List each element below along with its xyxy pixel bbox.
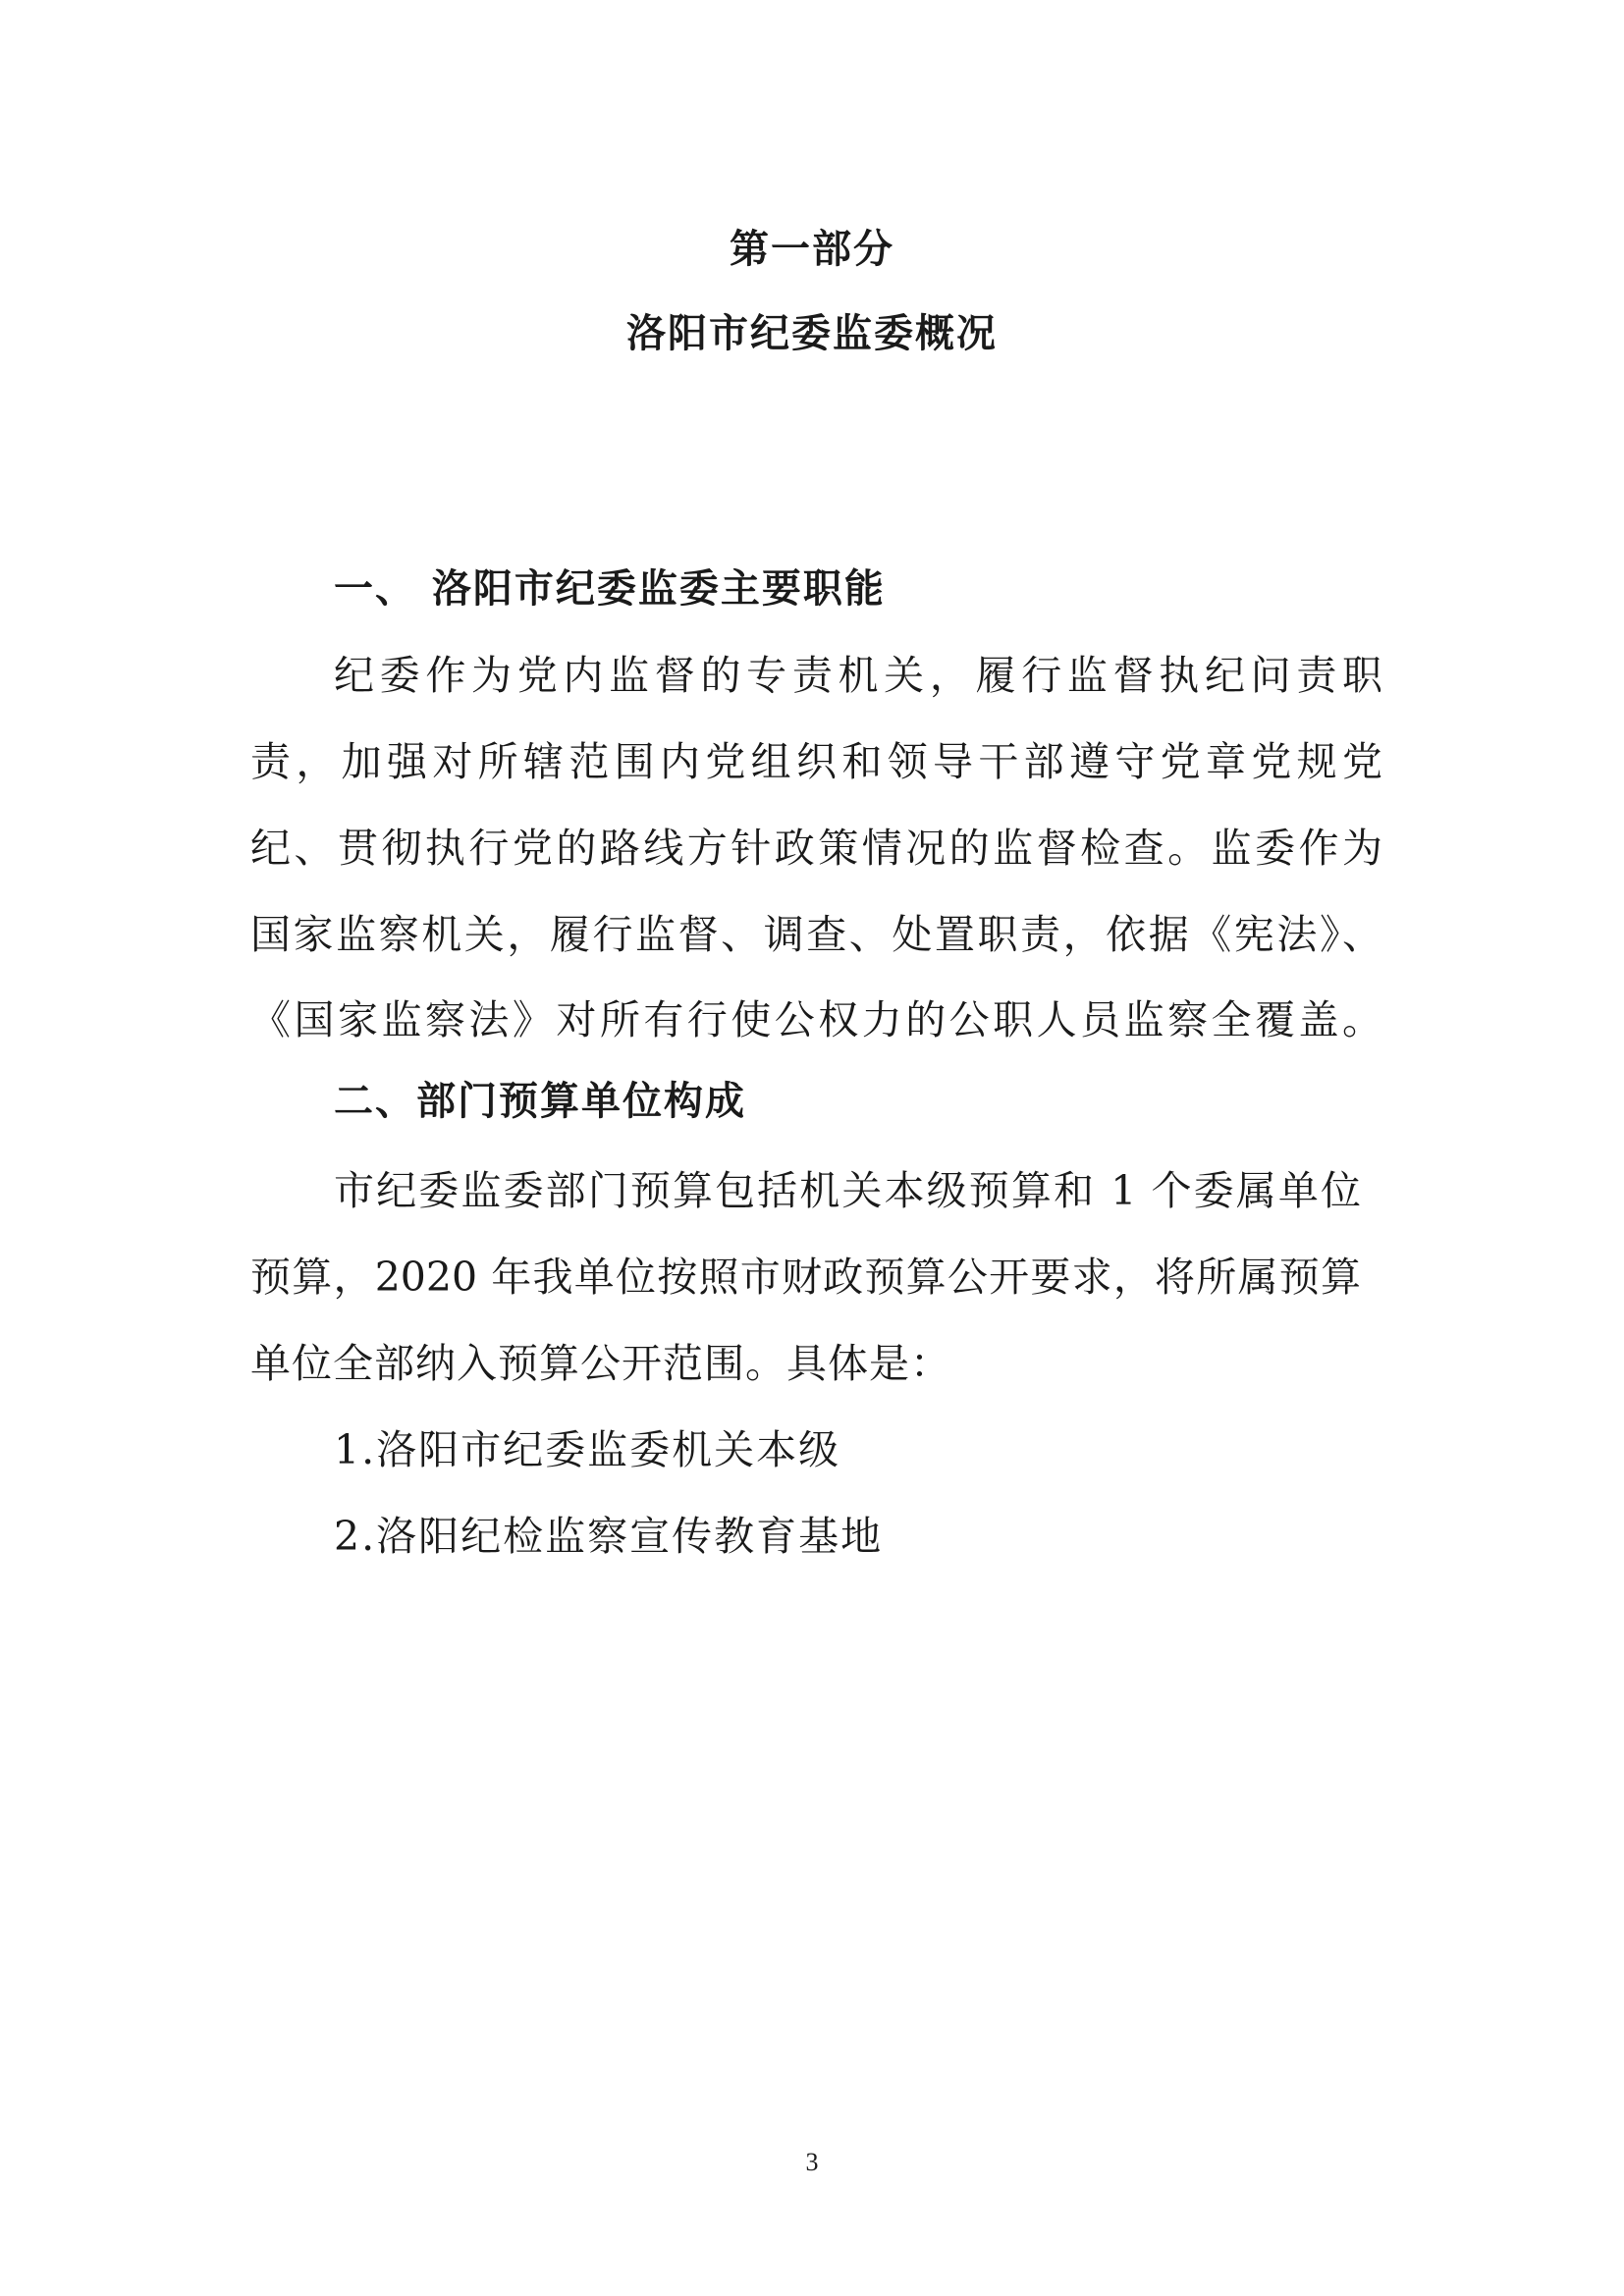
part-title: 第一部分: [730, 227, 894, 272]
document-title: 洛阳市纪委监委概况: [626, 311, 998, 356]
section-2-heading: 二、部门预算单位构成: [334, 1079, 746, 1124]
page-number: 3: [805, 2148, 819, 2176]
section-1-line-1: 纪委作为党内监督的专责机关，履行监督执纪问责职: [334, 652, 1382, 699]
unit-list-item-1: 1.洛阳市纪委监委机关本级: [334, 1426, 841, 1473]
section-1-line-4: 国家监察机关，履行监督、调查、处置职责，依据《宪法》、: [250, 911, 1382, 958]
section-1-line-3: 纪、贯彻执行党的路线方针政策情况的监督检查。监委作为: [250, 825, 1382, 872]
section-1-heading: 一、 洛阳市纪委监委主要职能: [334, 566, 886, 612]
section-2-line-1: 市纪委监委部门预算包括机关本级预算和 1 个委属单位: [334, 1167, 1361, 1214]
section-1-line-2: 责，加强对所辖范围内党组织和领导干部遵守党章党规党: [250, 738, 1382, 785]
unit-list-item-2: 2.洛阳纪检监察宣传教育基地: [334, 1513, 884, 1560]
section-2-line-2: 预算，2020 年我单位按照市财政预算公开要求，将所属预算: [250, 1254, 1361, 1301]
section-1-line-5: 《国家监察法》对所有行使公权力的公职人员监察全覆盖。: [250, 996, 1382, 1043]
section-2-line-3: 单位全部纳入预算公开范围。具体是：: [250, 1340, 951, 1387]
